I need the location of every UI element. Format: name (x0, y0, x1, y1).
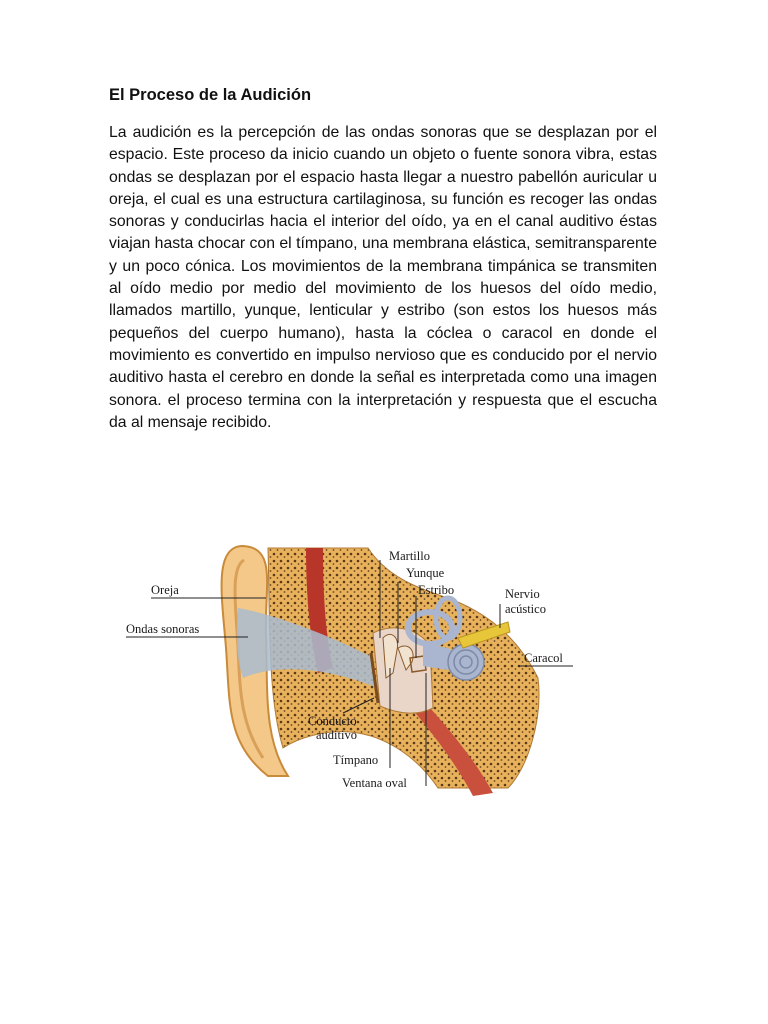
ear-anatomy-illustration (118, 538, 578, 800)
label-acustico: acústico (505, 602, 546, 616)
ear-anatomy-figure (118, 538, 578, 800)
label-conducto: Conducto (308, 714, 357, 728)
label-timpano: Tímpano (333, 753, 379, 767)
document-paragraph: La audición es la percepción de las ondas sonoras que se desplazan por el espacio. Este proceso da inicio cuando un objeto o fuente sonora vibra, estas ondas se desplazan por el espacio hasta llegar a nuestro pabellón auricular u oreja, el cual es una estructura cartilaginosa, su función es recoger las ondas sonoras y conducirlas hacia el interior del oído, ya en el canal auditivo éstas viajan hasta chocar con el tímpano, una membrana elástica, semitransparente y un poco cónica. Los movimientos de la membrana timpánica se transmiten al oído medio por medio del movimiento de los huesos del oído medio, llamados martillo, yunque, lenticular y estribo (son estos los huesos más pequeños del cuerpo humano), hasta la cóclea o caracol en donde el movimiento es convertido en impulso nervioso que es conducido por el nervio auditivo hasta el cerebro en donde la señal es interpretada como una imagen sonora. el proceso termina con la interpretación y respuesta que el escucha da al mensaje recibido. (109, 124, 657, 431)
label-caracol: Caracol (524, 651, 563, 665)
label-martillo: Martillo (389, 549, 430, 563)
label-oreja: Oreja (151, 583, 179, 597)
document-title: El Proceso de la Audición (109, 86, 312, 104)
label-yunque: Yunque (406, 566, 445, 580)
label-auditivo: auditivo (316, 728, 357, 742)
label-estribo: Estribo (418, 583, 455, 597)
label-ondas-sonoras: Ondas sonoras (126, 622, 200, 636)
label-ventana-oval: Ventana oval (342, 776, 407, 790)
label-nervio: Nervio (505, 587, 540, 601)
